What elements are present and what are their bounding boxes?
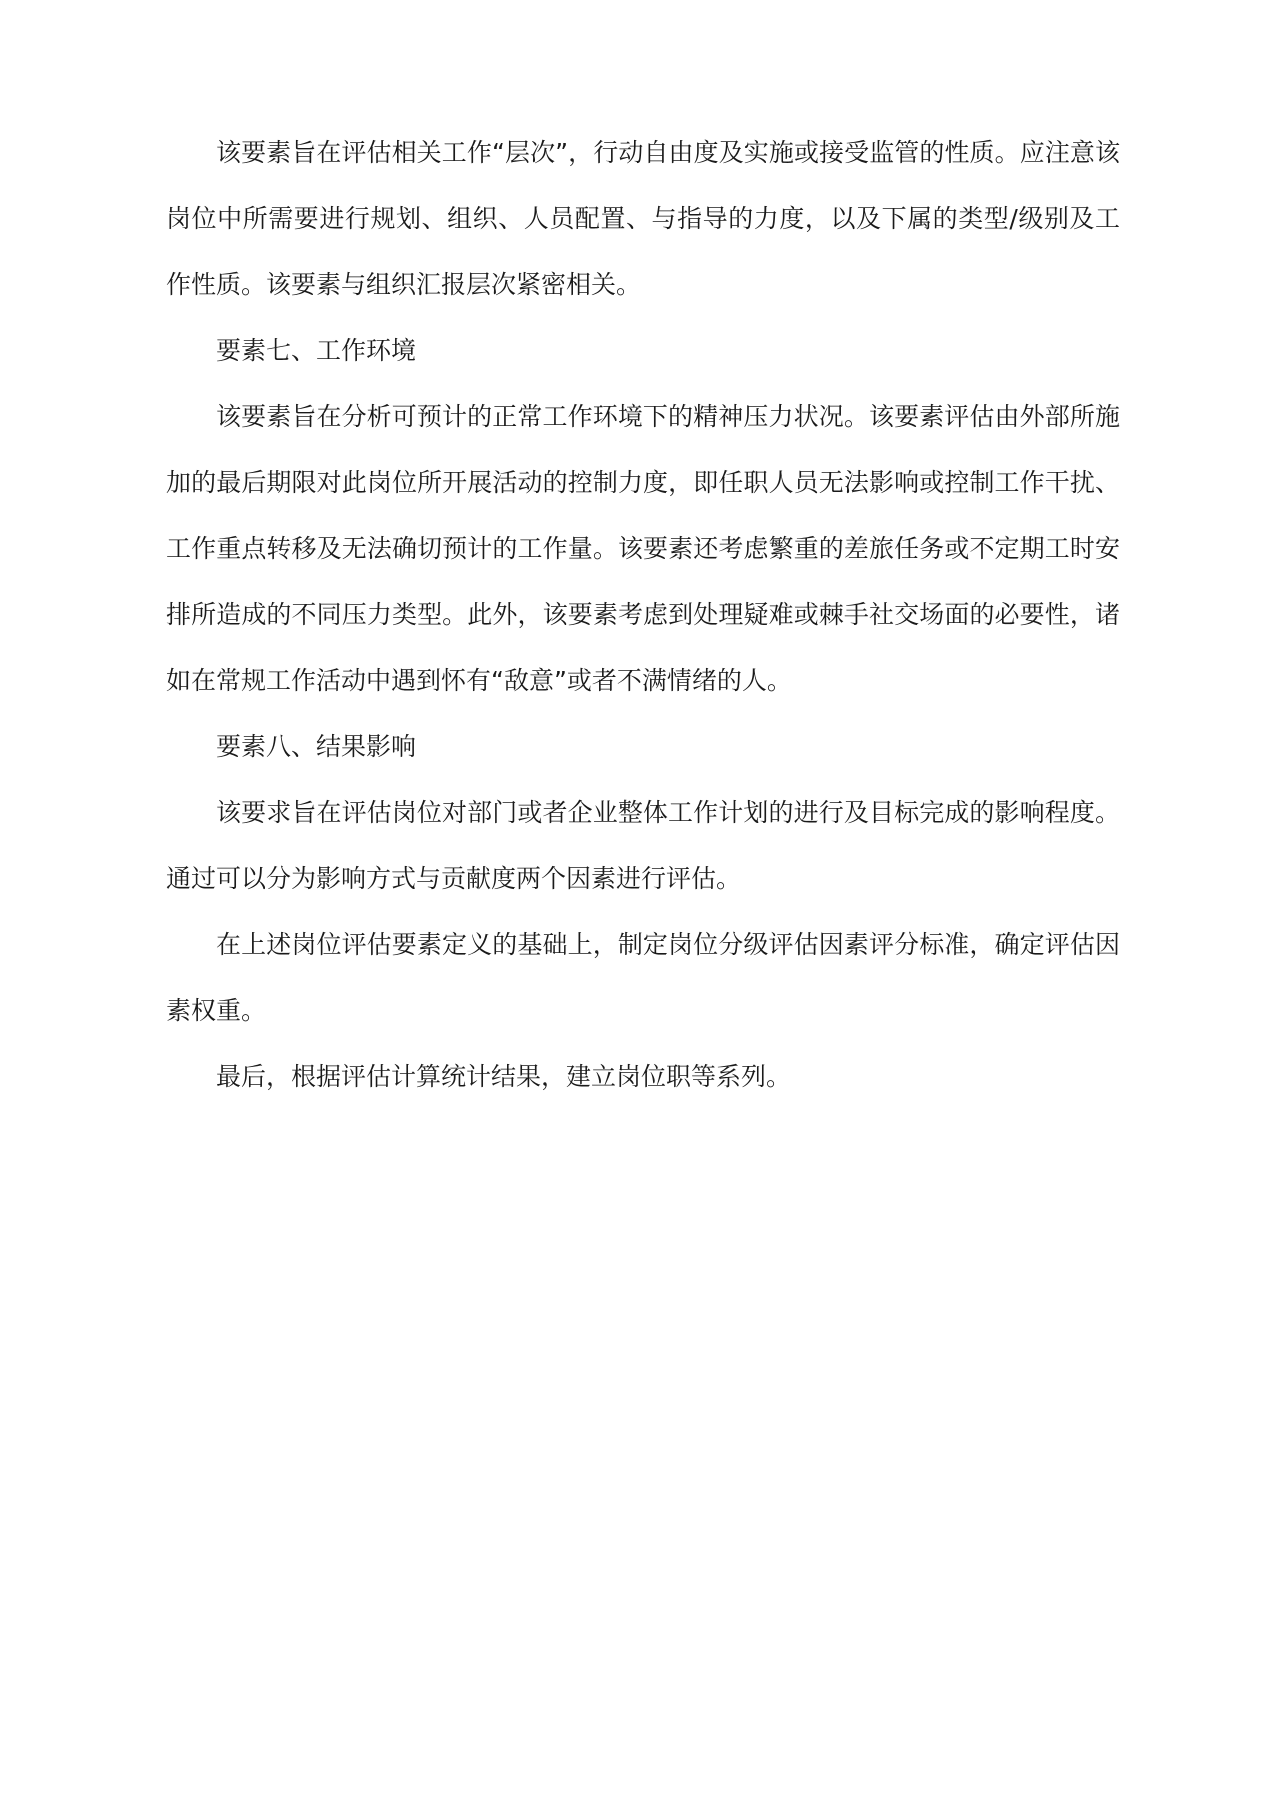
section-heading-work-environment: 要素七、工作环境 <box>216 336 417 365</box>
paragraph-scoring-standard: 在上述岗位评估要素定义的基础上，制定岗位分级评估因素评分标准，确定评估因素权重。 <box>166 930 1120 1025</box>
paragraph-result-impact: 该要求旨在评估岗位对部门或者企业整体工作计划的进行及目标完成的影响程度。通过可以分为影响方式与贡献度两个因素进行评估。 <box>166 798 1120 893</box>
paragraph-work-environment: 该要素旨在分析可预计的正常工作环境下的精神压力状况。该要素评估由外部所施加的最后期限对此岗位所开展活动的控制力度，即任职人员无法影响或控制工作干扰、工作重点转移及无法确切预计的工作量。该要素还考虑繁重的差旅任务或不定期工时安排所造成的不同压力类型。此外，该要素考虑到处理疑难或棘手社交场面的必要性，诸如在常规工作活动中遇到怀有“敌意”或者不满情绪的人。 <box>166 402 1120 695</box>
paragraph-supervision: 该要素旨在评估相关工作“层次”，行动自由度及实施或接受监管的性质。应注意该岗位中所需要进行规划、组织、人员配置、与指导的力度，以及下属的类型/级别及工作性质。该要素与组织汇报层次紧密相关。 <box>166 138 1120 299</box>
paragraph-conclusion: 最后，根据评估计算统计结果，建立岗位职等系列。 <box>216 1062 792 1091</box>
section-heading-result-impact: 要素八、结果影响 <box>216 732 417 761</box>
document-body <box>166 120 1120 1110</box>
